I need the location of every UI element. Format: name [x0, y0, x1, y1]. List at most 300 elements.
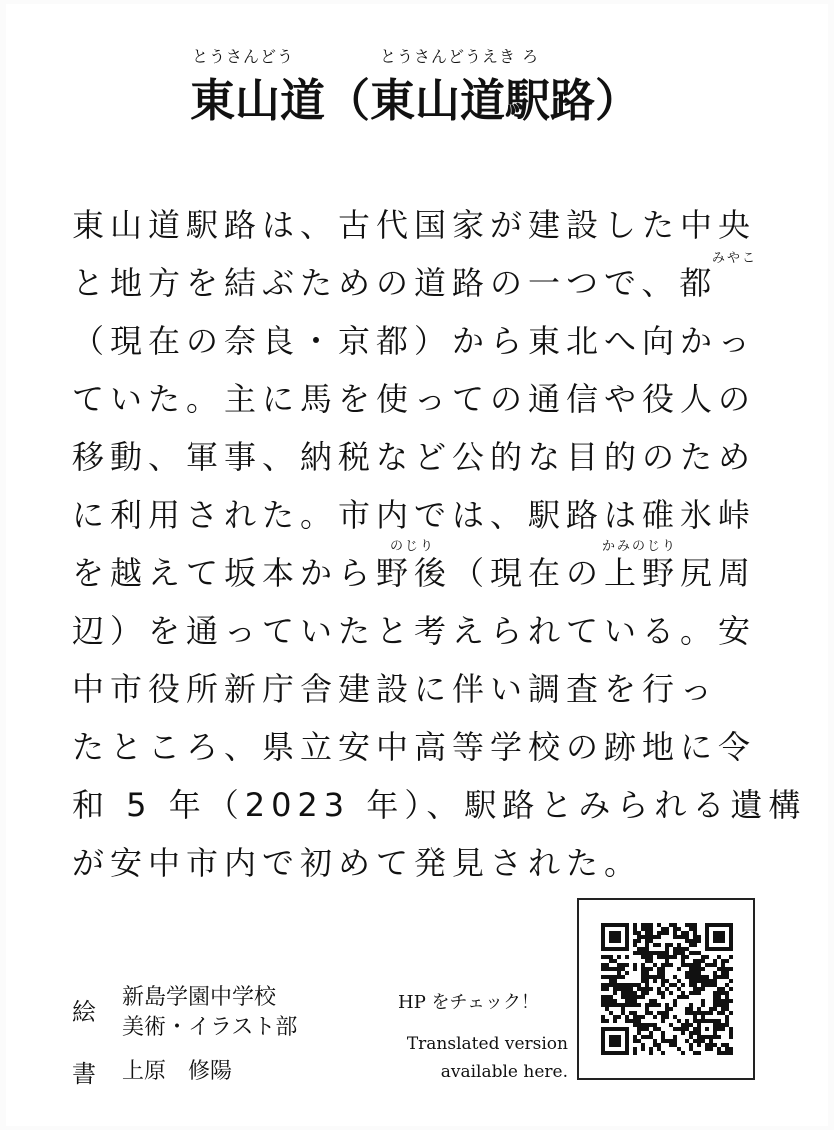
qr-module	[681, 931, 685, 935]
qr-module	[653, 1027, 657, 1031]
qr-module	[725, 967, 729, 971]
qr-module	[717, 995, 721, 999]
qr-module	[673, 999, 677, 1003]
qr-module	[661, 951, 665, 955]
qr-module	[649, 967, 653, 971]
qr-module	[673, 927, 677, 931]
qr-module	[621, 995, 625, 999]
qr-module	[621, 975, 625, 979]
qr-module	[633, 1019, 637, 1023]
qr-module	[665, 1007, 669, 1011]
qr-module	[657, 951, 661, 955]
qr-module	[721, 971, 725, 975]
qr-module	[717, 987, 721, 991]
qr-module	[685, 1027, 689, 1031]
qr-module	[693, 1051, 697, 1055]
qr-module	[649, 939, 653, 943]
qr-module	[709, 963, 713, 967]
qr-module	[649, 975, 653, 979]
qr-module	[661, 1051, 665, 1055]
text-line: 和 5 年（2023 年）、駅路とみられる遺構	[72, 786, 807, 824]
qr-module	[625, 1019, 629, 1023]
qr-module	[633, 1011, 637, 1015]
qr-module	[617, 967, 621, 971]
qr-module	[721, 1043, 725, 1047]
qr-module	[661, 983, 665, 987]
qr-module	[645, 1007, 649, 1011]
qr-module	[721, 975, 725, 979]
description-text	[72, 196, 807, 892]
qr-module	[657, 975, 661, 979]
qr-module	[601, 1015, 605, 1019]
illustration-credit-line1: 新島学園中学校	[122, 985, 277, 1010]
qr-module	[653, 935, 657, 939]
qr-module	[609, 1035, 621, 1047]
qr-module	[621, 1003, 625, 1007]
qr-module	[601, 995, 605, 999]
qr-module	[633, 1035, 637, 1039]
qr-module	[689, 975, 693, 979]
qr-module	[661, 991, 665, 995]
qr-module	[641, 935, 645, 939]
qr-module	[657, 955, 661, 959]
qr-module	[701, 959, 705, 963]
qr-module	[721, 1027, 725, 1031]
qr-module	[693, 927, 697, 931]
qr-module	[633, 999, 637, 1003]
qr-module	[633, 927, 637, 931]
qr-module	[617, 971, 621, 975]
qr-module	[625, 999, 629, 1003]
qr-module	[673, 931, 677, 935]
qr-module	[713, 999, 717, 1003]
qr-module	[717, 955, 721, 959]
qr-module	[649, 955, 653, 959]
qr-module	[621, 963, 625, 967]
text-line-content: を越えて坂本から野後（現在の上野尻周	[72, 554, 757, 592]
qr-module	[621, 1007, 625, 1011]
qr-module	[689, 1047, 693, 1051]
qr-module	[697, 991, 701, 995]
qr-module	[693, 971, 697, 975]
qr-module	[725, 959, 729, 963]
qr-module	[717, 999, 721, 1003]
qr-module	[717, 1051, 721, 1055]
qr-module	[661, 967, 665, 971]
text-line	[72, 539, 772, 602]
qr-module	[625, 983, 629, 987]
qr-module	[601, 955, 605, 959]
qr-module	[721, 967, 725, 971]
qr-module	[637, 1019, 641, 1023]
qr-module	[649, 1011, 653, 1015]
qr-module	[673, 1003, 677, 1007]
qr-module	[645, 955, 649, 959]
qr-module	[645, 951, 649, 955]
qr-module	[729, 987, 733, 991]
qr-module	[685, 1007, 689, 1011]
qr-module	[725, 1015, 729, 1019]
qr-module	[725, 971, 729, 975]
qr-module	[609, 999, 613, 1003]
qr-module	[689, 1023, 693, 1027]
qr-module	[641, 955, 645, 959]
qr-module	[625, 987, 629, 991]
qr-module	[601, 987, 605, 991]
qr-module	[693, 963, 697, 967]
qr-module	[713, 1007, 717, 1011]
qr-module	[721, 1011, 725, 1015]
qr-module	[653, 979, 657, 983]
qr-module	[697, 963, 701, 967]
qr-module	[661, 979, 665, 983]
qr-module	[633, 1047, 637, 1051]
qr-module	[685, 923, 689, 927]
qr-module	[697, 951, 701, 955]
qr-module	[689, 1031, 693, 1035]
qr-module	[669, 943, 673, 947]
qr-module	[717, 975, 721, 979]
qr-module	[669, 1043, 673, 1047]
qr-code[interactable]	[577, 898, 755, 1080]
qr-module	[649, 927, 653, 931]
qr-module	[641, 971, 645, 975]
qr-module	[641, 1027, 645, 1031]
qr-module	[693, 959, 697, 963]
qr-module	[729, 1047, 733, 1051]
qr-module	[605, 1003, 609, 1007]
qr-module	[725, 983, 729, 987]
qr-module	[629, 1019, 633, 1023]
qr-module	[661, 963, 665, 967]
qr-module	[717, 1027, 721, 1031]
qr-module	[725, 991, 729, 995]
qr-module	[661, 975, 665, 979]
qr-module	[613, 987, 617, 991]
qr-module	[685, 947, 689, 951]
qr-module	[681, 963, 685, 967]
qr-module	[641, 947, 645, 951]
qr-module	[657, 987, 661, 991]
qr-module	[637, 931, 641, 935]
qr-module	[645, 947, 649, 951]
qr-module	[729, 1035, 733, 1039]
qr-module	[657, 971, 661, 975]
qr-module	[681, 1031, 685, 1035]
qr-module	[725, 1051, 729, 1055]
qr-module	[689, 1003, 693, 1007]
qr-module	[625, 1003, 629, 1007]
qr-module	[721, 959, 725, 963]
qr-module	[677, 1027, 681, 1031]
qr-module	[649, 923, 653, 927]
qr-module	[709, 1043, 713, 1047]
qr-module	[605, 995, 609, 999]
qr-module	[701, 999, 705, 1003]
qr-module	[729, 967, 733, 971]
qr-module	[717, 991, 721, 995]
qr-module	[637, 947, 641, 951]
qr-module	[661, 931, 665, 935]
qr-module	[653, 1043, 657, 1047]
qr-module	[729, 999, 733, 1003]
qr-module	[693, 1011, 697, 1015]
qr-module	[637, 995, 641, 999]
qr-module	[649, 1047, 653, 1051]
text-line: が安中市内で初めて発見された。	[72, 844, 643, 882]
qr-module	[621, 983, 625, 987]
qr-module	[689, 951, 693, 955]
text-line-content: と地方を結ぶための道路の一つで、都	[72, 264, 718, 302]
qr-module	[669, 983, 673, 987]
qr-module	[657, 1003, 661, 1007]
qr-module	[697, 979, 701, 983]
qr-module	[717, 967, 721, 971]
qr-module	[665, 927, 669, 931]
qr-module	[697, 987, 701, 991]
qr-module	[673, 1027, 677, 1031]
qr-module	[629, 987, 633, 991]
qr-module	[649, 1031, 653, 1035]
qr-module	[641, 987, 645, 991]
qr-module	[633, 1039, 637, 1043]
qr-module	[657, 935, 661, 939]
qr-module	[693, 1019, 697, 1023]
qr-module	[613, 991, 617, 995]
qr-module	[677, 967, 681, 971]
qr-module	[681, 991, 685, 995]
qr-module	[637, 983, 641, 987]
qr-module	[653, 1015, 657, 1019]
qr-module	[697, 971, 701, 975]
qr-module	[689, 1011, 693, 1015]
text-line: 移動、軍事、納税など公的な目的のため	[72, 438, 757, 476]
qr-module	[645, 923, 649, 927]
qr-module	[705, 1011, 709, 1015]
qr-module	[661, 1011, 665, 1015]
qr-module	[641, 951, 645, 955]
qr-module	[605, 1007, 609, 1011]
qr-module	[701, 979, 705, 983]
qr-module	[685, 971, 689, 975]
text-line: たところ、県立安中高等学校の跡地に令	[72, 728, 757, 766]
qr-module	[625, 963, 629, 967]
text-line: 東山道駅路は、古代国家が建設した中央	[72, 206, 757, 244]
qr-module	[665, 931, 669, 935]
qr-module	[669, 963, 673, 967]
qr-module	[693, 935, 697, 939]
qr-module	[657, 1043, 661, 1047]
qr-module	[717, 1019, 721, 1023]
qr-module	[657, 931, 661, 935]
qr-module	[657, 923, 661, 927]
qr-module	[709, 1039, 713, 1043]
qr-module	[637, 1015, 641, 1019]
text-line: 辺）を通っていたと考えられている。安	[72, 612, 757, 650]
qr-module	[641, 1043, 645, 1047]
qr-module	[645, 967, 649, 971]
qr-module	[645, 987, 649, 991]
qr-module	[601, 983, 605, 987]
qr-module	[717, 1003, 721, 1007]
qr-module	[661, 971, 665, 975]
qr-module	[713, 931, 725, 943]
qr-module	[709, 1007, 713, 1011]
qr-module	[621, 991, 625, 995]
qr-module	[673, 1015, 677, 1019]
qr-module	[601, 975, 605, 979]
qr-module	[641, 991, 645, 995]
qr-module	[689, 939, 693, 943]
qr-module	[633, 1051, 637, 1055]
title-ruby	[0, 40, 834, 66]
qr-module	[665, 963, 669, 967]
qr-module	[621, 987, 625, 991]
qr-module	[645, 939, 649, 943]
qr-module	[641, 1047, 645, 1051]
qr-module	[689, 967, 693, 971]
qr-module	[721, 1003, 725, 1007]
qr-module	[649, 1035, 653, 1039]
qr-module	[641, 1035, 645, 1039]
qr-module	[613, 959, 617, 963]
qr-module	[689, 991, 693, 995]
qr-module	[609, 1011, 613, 1015]
qr-module	[641, 963, 645, 967]
qr-module	[665, 959, 669, 963]
qr-module	[645, 1003, 649, 1007]
qr-module	[617, 1003, 621, 1007]
qr-module	[629, 999, 633, 1003]
qr-module	[649, 931, 653, 935]
qr-module	[713, 979, 717, 983]
qr-module	[669, 955, 673, 959]
qr-module	[669, 923, 673, 927]
qr-module	[609, 1003, 613, 1007]
translated-line2: available here.	[440, 1062, 568, 1082]
qr-module	[641, 975, 645, 979]
qr-module	[609, 967, 613, 971]
text-line: ていた。主に馬を使っての通信や役人の	[72, 380, 757, 418]
qr-module	[689, 1043, 693, 1047]
qr-module	[661, 1019, 665, 1023]
translated-note	[378, 1030, 568, 1086]
qr-module	[697, 975, 701, 979]
qr-module	[649, 999, 653, 1003]
qr-module	[673, 923, 677, 927]
qr-module	[665, 1011, 669, 1015]
qr-module	[693, 939, 697, 943]
qr-module	[661, 995, 665, 999]
qr-module	[617, 975, 621, 979]
qr-module	[729, 979, 733, 983]
qr-module	[685, 975, 689, 979]
qr-module	[645, 979, 649, 983]
qr-module	[633, 939, 637, 943]
qr-module	[677, 987, 681, 991]
furigana-nojiri: のじり	[390, 539, 436, 554]
qr-module	[713, 975, 717, 979]
qr-module	[625, 1015, 629, 1019]
qr-module	[681, 995, 685, 999]
qr-module	[633, 991, 637, 995]
qr-module	[665, 1039, 669, 1043]
qr-module	[645, 959, 649, 963]
qr-module	[661, 1031, 665, 1035]
qr-module	[665, 979, 669, 983]
qr-module	[713, 971, 717, 975]
qr-module	[697, 959, 701, 963]
qr-module	[625, 991, 629, 995]
qr-module	[609, 931, 621, 943]
qr-module	[709, 979, 713, 983]
qr-module	[637, 951, 641, 955]
qr-module	[725, 1047, 729, 1051]
qr-module	[697, 1007, 701, 1011]
qr-module	[721, 963, 725, 967]
qr-module	[701, 1011, 705, 1015]
qr-module	[625, 955, 629, 959]
qr-module	[673, 947, 677, 951]
furigana-kaminojiri: かみのじり	[602, 539, 678, 554]
qr-module	[633, 995, 637, 999]
qr-module	[673, 935, 677, 939]
qr-module	[601, 1003, 605, 1007]
qr-module	[637, 1003, 641, 1007]
qr-module	[601, 967, 605, 971]
qr-module	[637, 987, 641, 991]
qr-module	[645, 943, 649, 947]
qr-module	[629, 983, 633, 987]
qr-module	[721, 1007, 725, 1011]
qr-module	[653, 943, 657, 947]
qr-module	[725, 975, 729, 979]
qr-module	[685, 939, 689, 943]
qr-module	[633, 983, 637, 987]
qr-module	[645, 1011, 649, 1015]
qr-module	[721, 1023, 725, 1027]
qr-module	[633, 963, 637, 967]
qr-module	[673, 1039, 677, 1043]
qr-module	[693, 943, 697, 947]
qr-module	[613, 1019, 617, 1023]
qr-module	[717, 1011, 721, 1015]
qr-module	[653, 999, 657, 1003]
qr-module	[673, 1035, 677, 1039]
qr-module	[693, 1031, 697, 1035]
qr-module	[601, 1019, 605, 1023]
qr-module	[697, 1043, 701, 1047]
qr-module	[645, 975, 649, 979]
qr-module	[649, 935, 653, 939]
qr-module	[645, 1027, 649, 1031]
qr-module	[693, 923, 697, 927]
qr-module	[633, 1023, 637, 1027]
qr-module	[601, 999, 605, 1003]
qr-module	[665, 955, 669, 959]
qr-module	[605, 963, 609, 967]
qr-module	[629, 991, 633, 995]
qr-module	[645, 983, 649, 987]
qr-module	[685, 963, 689, 967]
qr-module	[641, 967, 645, 971]
qr-module	[701, 983, 705, 987]
qr-module	[697, 935, 701, 939]
qr-module	[665, 987, 669, 991]
qr-module	[713, 991, 717, 995]
qr-module	[693, 975, 697, 979]
qr-module	[665, 943, 669, 947]
